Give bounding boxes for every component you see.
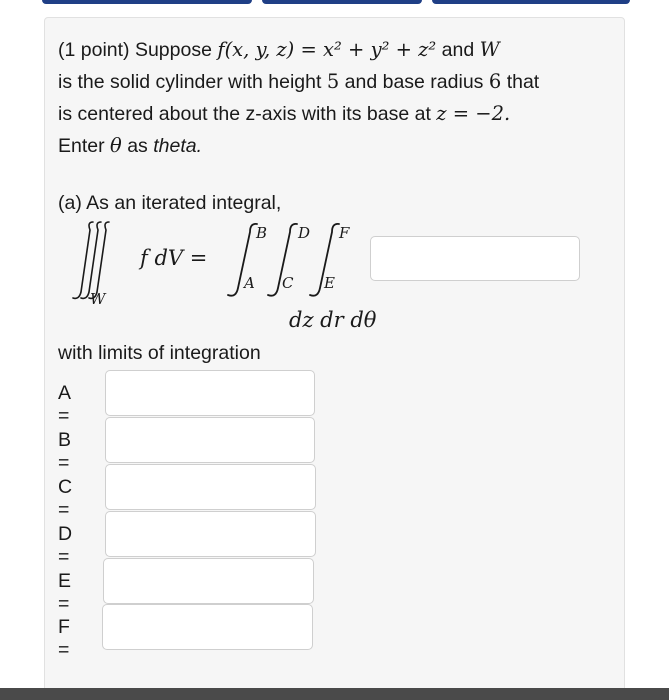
- limit-symbol-A: A: [244, 274, 255, 292]
- limits-label: with limits of integration: [58, 342, 261, 364]
- nav-tab-right[interactable]: [432, 0, 630, 4]
- limit-input-A[interactable]: [105, 370, 315, 416]
- part-a-label: (a) As an iterated integral,: [58, 192, 282, 214]
- integrand-expression: f dV =: [140, 246, 208, 270]
- limit-input-B[interactable]: [105, 417, 315, 463]
- limit-label-A: A =: [58, 382, 70, 427]
- problem-statement: [58, 34, 618, 162]
- limit-input-D[interactable]: [105, 511, 316, 557]
- region-symbol: W: [479, 38, 500, 61]
- nav-tab-left[interactable]: [42, 0, 252, 4]
- base-equation: z = −2.: [436, 102, 511, 125]
- problem-line-3: is centered about the z-axis with its base at z = −2.: [58, 102, 511, 125]
- theta-symbol: θ: [110, 134, 122, 157]
- limit-input-C[interactable]: [105, 464, 316, 510]
- function-definition: f(x, y, z) = x² + y² + z²: [217, 38, 437, 61]
- limit-symbol-E: E: [324, 274, 335, 292]
- limit-symbol-F: F: [339, 224, 350, 242]
- problem-line-2: is the solid cylinder with height 5 and base radius 6 that: [58, 70, 540, 93]
- limit-label-B: B =: [58, 429, 72, 474]
- integrand-answer-input[interactable]: [370, 236, 580, 281]
- nav-tab-middle[interactable]: [262, 0, 422, 4]
- limit-label-F: F =: [58, 616, 70, 661]
- iterated-integral: [70, 218, 370, 310]
- radius-value: 6: [488, 70, 502, 93]
- limit-symbol-B: B: [256, 224, 268, 242]
- problem-line-4: Enter θ as theta.: [58, 134, 203, 157]
- height-value: 5: [326, 70, 340, 93]
- limit-symbol-D: D: [298, 224, 311, 242]
- bottom-bar: [0, 688, 669, 700]
- problem-line-1: (1 point) Suppose f(x, y, z) = x² + y² + z² and W: [58, 38, 500, 61]
- region-subscript: W: [90, 290, 106, 308]
- theta-word: theta.: [153, 135, 203, 157]
- limit-input-F[interactable]: [102, 604, 313, 650]
- differentials: dz dr dθ: [289, 308, 377, 332]
- limit-label-C: C =: [58, 476, 73, 521]
- limit-symbol-C: C: [282, 274, 294, 292]
- triple-integral-sign-3: [89, 222, 109, 298]
- limit-input-E[interactable]: [103, 558, 314, 604]
- limit-label-D: D =: [58, 523, 73, 568]
- limit-label-E: E =: [58, 570, 72, 615]
